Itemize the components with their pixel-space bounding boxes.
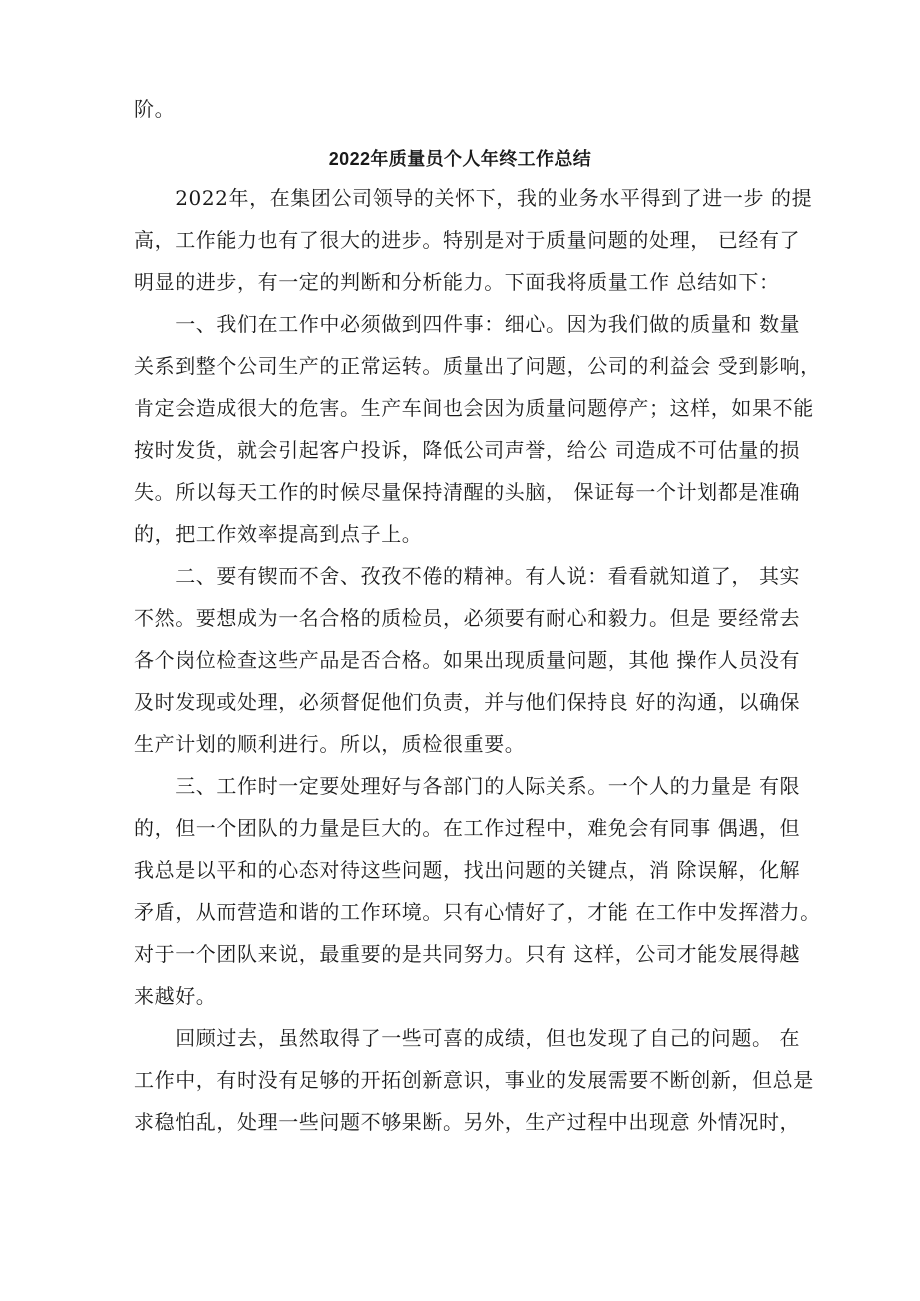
body-line: 工作中，有时没有足够的开拓创新意识，事业的发展需要不断创新，但总是	[134, 1068, 814, 1092]
body-line: 回顾过去，虽然取得了一些可喜的成绩，但也发现了自己的问题。 在	[134, 1026, 801, 1050]
body-line: 对于一个团队来说，最重要的是共同努力。只有 这样，公司才能发展得越	[134, 942, 801, 966]
body-line: 肯定会造成很大的危害。生产车间也会因为质量问题停产；这样，如果不能	[134, 396, 814, 420]
body-line: 的，但一个团队的力量是巨大的。在工作过程中，难免会有同事 偶遇，但	[134, 816, 801, 840]
body-line: 不然。要想成为一名合格的质检员，必须要有耐心和毅力。但是 要经常去	[134, 606, 801, 630]
body-line: 三、工作时一定要处理好与各部门的人际关系。一个人的力量是 有限	[134, 774, 801, 798]
body-line: 我总是以平和的心态对待这些问题，找出问题的关键点，消 除误解，化解	[134, 858, 801, 882]
body-line: 各个岗位检查这些产品是否合格。如果出现质量问题，其他 操作人员没有	[134, 648, 801, 672]
body-line: 求稳怕乱，处理一些问题不够果断。另外，生产过程中出现意 外情况时，	[134, 1110, 801, 1134]
body-line: 明显的进步，有一定的判断和分析能力。下面我将质量工作 总结如下：	[134, 270, 780, 294]
body-line: 高，工作能力也有了很大的进步。特别是对于质量问题的处理， 已经有了	[134, 228, 801, 252]
body-line: 按时发货，就会引起客户投诉，降低公司声誉，给公 司造成不可估量的损	[134, 438, 801, 462]
body-line: 及时发现或处理，必须督促他们负责，并与他们保持良 好的沟通，以确保	[134, 690, 801, 714]
body-line: 2022年，在集团公司领导的关怀下，我的业务水平得到了进一步 的提	[134, 186, 813, 210]
body-line: 二、要有锲而不舍、孜孜不倦的精神。有人说：看看就知道了， 其实	[134, 564, 801, 588]
lead-fragment: 阶。	[134, 97, 176, 121]
body-line: 来越好。	[134, 984, 217, 1008]
body-line: 矛盾，从而营造和谐的工作环境。只有心情好了，才能 在工作中发挥潜力。	[134, 900, 821, 924]
body-line: 生产计划的顺利进行。所以，质检很重要。	[134, 732, 526, 756]
document-title: 2022年质量员个人年终工作总结	[328, 149, 592, 169]
body-line: 一、我们在工作中必须做到四件事：细心。因为我们做的质量和 数量	[134, 312, 801, 336]
body-line: 的，把工作效率提高到点子上。	[134, 522, 423, 546]
body-line: 失。所以每天工作的时候尽量保持清醒的头脑， 保证每一个计划都是准确	[134, 480, 801, 504]
body-line: 关系到整个公司生产的正常运转。质量出了问题，公司的利益会 受到影响，	[134, 354, 821, 378]
